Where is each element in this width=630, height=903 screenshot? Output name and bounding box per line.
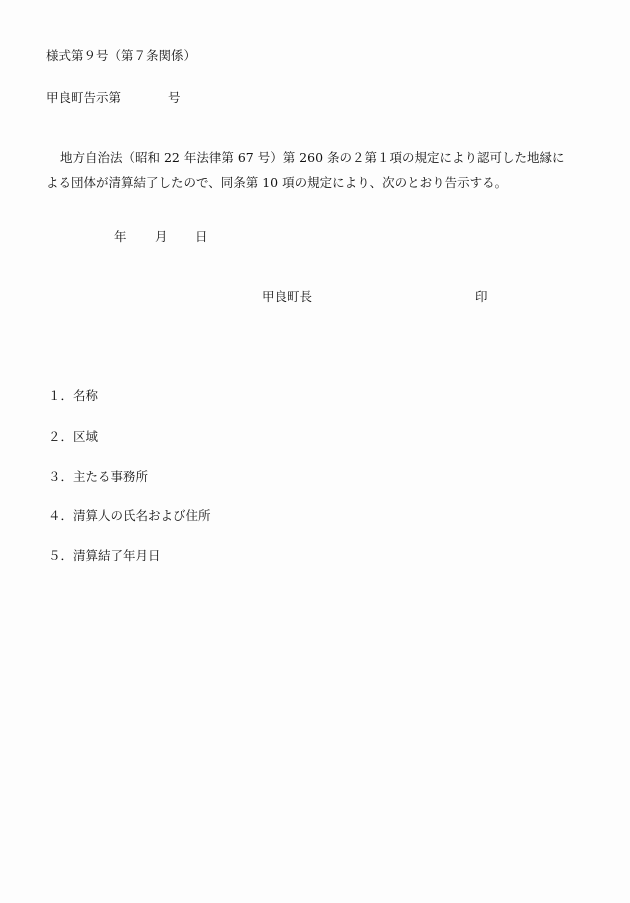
list-item: ２．区域 xyxy=(48,429,99,444)
seal-mark: 印 xyxy=(475,289,488,304)
signer-title: 甲良町長 xyxy=(262,289,313,304)
notice-body-line-2: よる団体が清算結了したので、同条第 10 項の規定により、次のとおり告示する。 xyxy=(46,175,508,190)
notice-number-suffix: 号 xyxy=(168,90,181,105)
date-day: 日 xyxy=(195,229,208,244)
notice-number-prefix: 甲良町告示第 xyxy=(46,90,122,105)
list-item: ５．清算結了年月日 xyxy=(48,548,161,563)
form-label: 様式第９号（第７条関係） xyxy=(46,48,197,63)
list-item: １．名称 xyxy=(48,388,99,403)
date-year: 年 xyxy=(114,229,127,244)
date-month: 月 xyxy=(155,229,168,244)
list-item: ４．清算人の氏名および住所 xyxy=(48,508,211,523)
notice-body-line-1: 地方自治法（昭和 22 年法律第 67 号）第 260 条の２第１項の規定により認可した地縁に xyxy=(60,150,565,165)
notice-body xyxy=(46,145,591,195)
list-item: ３．主たる事務所 xyxy=(48,469,149,484)
